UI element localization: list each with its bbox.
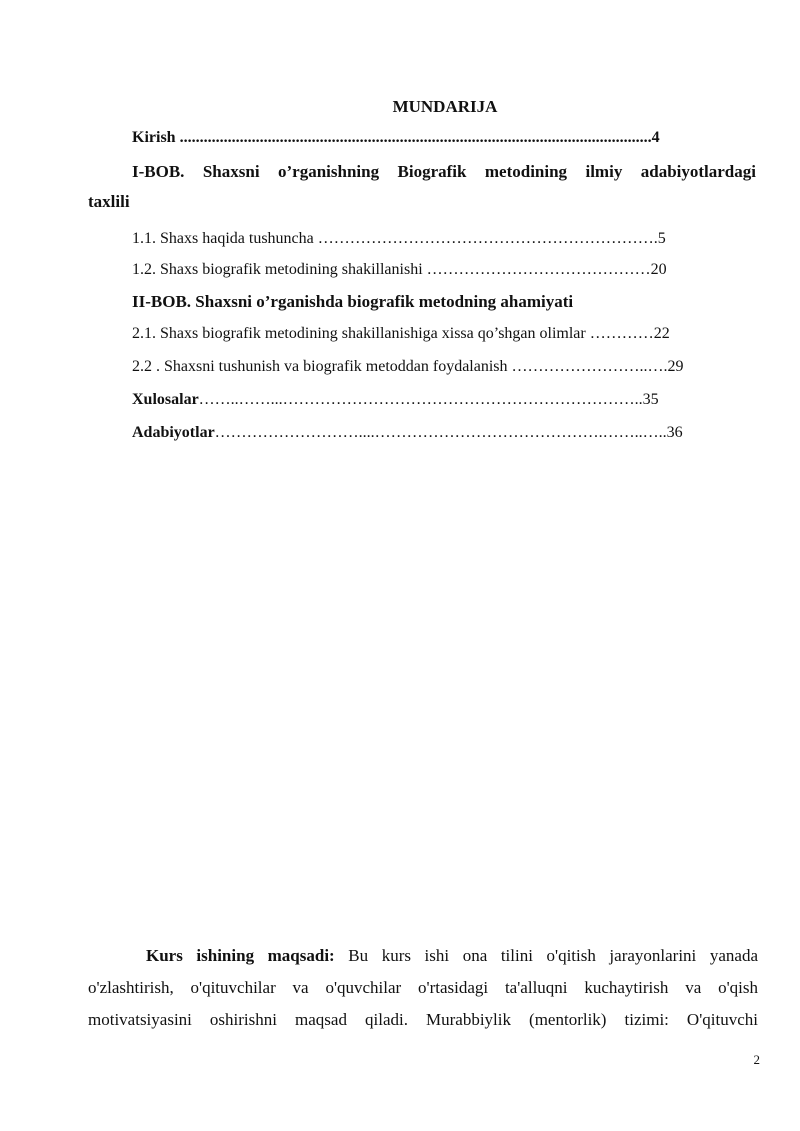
toc-entry-label: Kirish — [132, 129, 176, 146]
toc-entry-2-2 — [132, 357, 757, 377]
toc-entry-label: II-BOB. Shaxsni o’rganishda biografik metodning ahamiyati — [132, 292, 574, 311]
paragraph-lead: Kurs ishining maqsadi: — [146, 946, 335, 965]
toc-leader-dots: ………………………………………………………. — [313, 230, 658, 247]
toc-leader-dots: ……..……...………………………………………………………….. — [198, 391, 643, 408]
toc-entry-label: 1.1. Shaxs haqida tushuncha — [132, 230, 314, 247]
page-number: 2 — [753, 1052, 760, 1067]
toc-chapter-1-line2: taxlili — [88, 192, 130, 211]
toc-entry-label: 2.1. Shaxs biografik metodining shakillanishiga xissa qo’shgan olimlar — [132, 325, 586, 342]
body-paragraph — [88, 940, 758, 1036]
toc-chapter-2 — [132, 292, 757, 312]
toc-leader-dots: …………………………………… — [422, 261, 651, 278]
toc-leader-dots: ………………………....…………………………………….……..….. — [214, 424, 667, 441]
body-line-1 — [88, 940, 758, 972]
toc-entry-adabiyotlar — [132, 423, 757, 443]
toc-entry-1-2 — [132, 260, 757, 280]
toc-title: MUNDARIJA — [392, 97, 498, 116]
toc-entry-label: 2.2 . Shaxsni tushunish va biografik metoddan foydalanish — [132, 358, 508, 375]
toc-entry-label: 1.2. Shaxs biografik metodining shakillanishi — [132, 261, 423, 278]
body-line-1-text: Bu kurs ishi ona tilini o'qitish jarayonlarini yanada — [334, 946, 758, 965]
toc-leader-dots: ...................................................................................................................... — [175, 129, 652, 146]
toc-leader-dots: ………… — [585, 325, 654, 342]
toc-page-number: 5 — [657, 230, 666, 247]
toc-page-number: 22 — [653, 325, 670, 342]
toc-chapter-1-line1: I-BOB. Shaxsni o’rganishning Biografik metodining ilmiy adabiyotlardagi — [132, 162, 756, 181]
toc-entry-xulosalar — [132, 390, 757, 410]
body-line-3: motivatsiyasini oshirishni maqsad qiladi. Murabbiylik (mentorlik) tizimi: O'qituvchi — [88, 1010, 758, 1029]
toc-page-number: 20 — [650, 261, 667, 278]
toc-page-number: 4 — [651, 129, 660, 146]
body-line-2: o'zlashtirish, o'qituvchilar va o'quvchilar o'rtasidagi ta'alluqni kuchaytirish va o'qish — [88, 978, 758, 997]
toc-entry-1-1 — [132, 229, 757, 249]
toc-chapter-1 — [88, 157, 756, 217]
toc-entry-label: Adabiyotlar — [132, 424, 215, 441]
toc-leader-dots: ……………………..…. — [507, 358, 668, 375]
toc-page-number: 29 — [667, 358, 684, 375]
toc-entry-label: Xulosalar — [132, 391, 199, 408]
toc-entry-kirish — [132, 128, 757, 148]
toc-page-number: 35 — [642, 391, 659, 408]
toc-page-number: 36 — [666, 424, 683, 441]
toc-entry-2-1 — [132, 324, 757, 344]
